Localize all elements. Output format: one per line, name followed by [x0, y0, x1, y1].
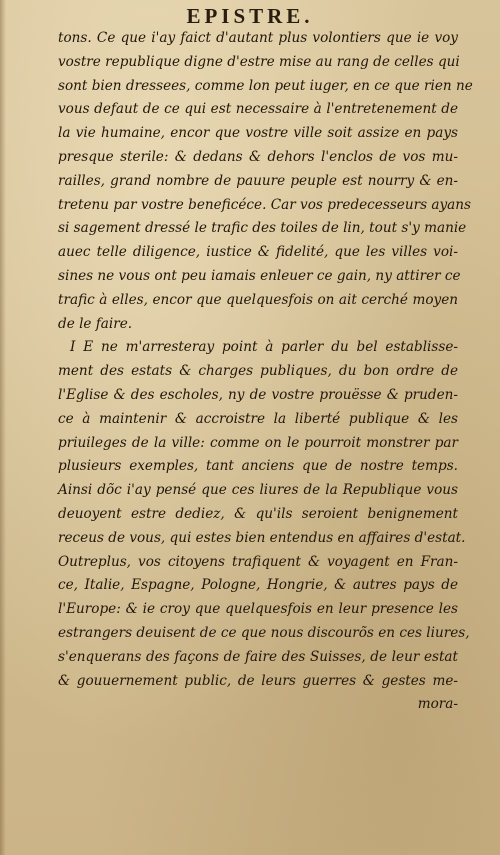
paragraph-end-line: de le faire.: [58, 315, 133, 332]
text-line: ment des estats & charges publiques, du bon ordre de: [58, 363, 458, 380]
running-head: EPISTRE.: [186, 4, 314, 28]
text-line: vostre republique digne d'estre mise au rang de celles qui: [58, 53, 460, 70]
text-line: s'enquerans des façons de faire des Suisses, de leur estat: [58, 648, 458, 665]
text-line: la vie humaine, encor que vostre ville soit assize en pays: [58, 125, 458, 142]
text-line: l'Eglise & des escholes, ny de vostre prouësse & pruden-: [58, 386, 458, 403]
text-line: ce, Italie, Espagne, Pologne, Hongrie, & autres pays de: [58, 577, 458, 594]
text-line: Ainsi dõc i'ay pensé que ces liures de la Republique vous: [58, 482, 458, 499]
page-gutter-shadow: [0, 0, 6, 855]
paragraph-start-line: I E ne m'arresteray point à parler du bel establisse-: [70, 339, 458, 356]
text-line: auec telle diligence, iustice & fidelité, que les villes voi-: [58, 244, 458, 261]
text-line: vous defaut de ce qui est necessaire à l'entretenement de: [58, 101, 458, 118]
body-text: [58, 27, 473, 717]
text-line: si sagement dressé le trafic des toiles de lin, tout s'y manie: [58, 220, 467, 237]
text-line: & gouuernement public, de leurs guerres & gestes me-: [58, 672, 458, 689]
text-line: deuoyent estre dediez, & qu'ils seroient benignement: [58, 505, 458, 522]
text-line: plusieurs exemples, tant anciens que de nostre temps.: [58, 458, 458, 475]
text-line: ce à maintenir & accroistre la liberté publique & les: [58, 410, 458, 427]
text-line: sines ne vous ont peu iamais enleuer ce gain, ny attirer ce: [58, 267, 461, 284]
catchword: mora-: [417, 696, 458, 713]
text-line: estrangers deuisent de ce que nous discourõs en ces liures,: [58, 624, 470, 641]
text-line: tons. Ce que i'ay faict d'autant plus volontiers que ie voy: [58, 30, 458, 46]
text-line: railles, grand nombre de pauure peuple est nourry & en-: [58, 172, 458, 189]
text-line: sont bien dressees, comme lon peut iuger, en ce que rien ne: [58, 77, 473, 94]
text-line: trafic à elles, encor que quelquesfois on ait cerché moyen: [58, 291, 458, 308]
text-line: l'Europe: & ie croy que quelquesfois en leur presence les: [58, 601, 458, 618]
text-line: tretenu par vostre beneficéce. Car vos predecesseurs ayans: [58, 196, 472, 213]
text-line: priuileges de la ville: comme on le pourroit monstrer par: [58, 434, 458, 451]
text-line: presque sterile: & dedans & dehors l'enclos de vos mu-: [58, 148, 458, 165]
text-line: Outreplus, vos citoyens trafiquent & voyagent en Fran-: [58, 553, 458, 570]
text-line: receus de vous, qui estes bien entendus en affaires d'estat.: [58, 529, 466, 546]
